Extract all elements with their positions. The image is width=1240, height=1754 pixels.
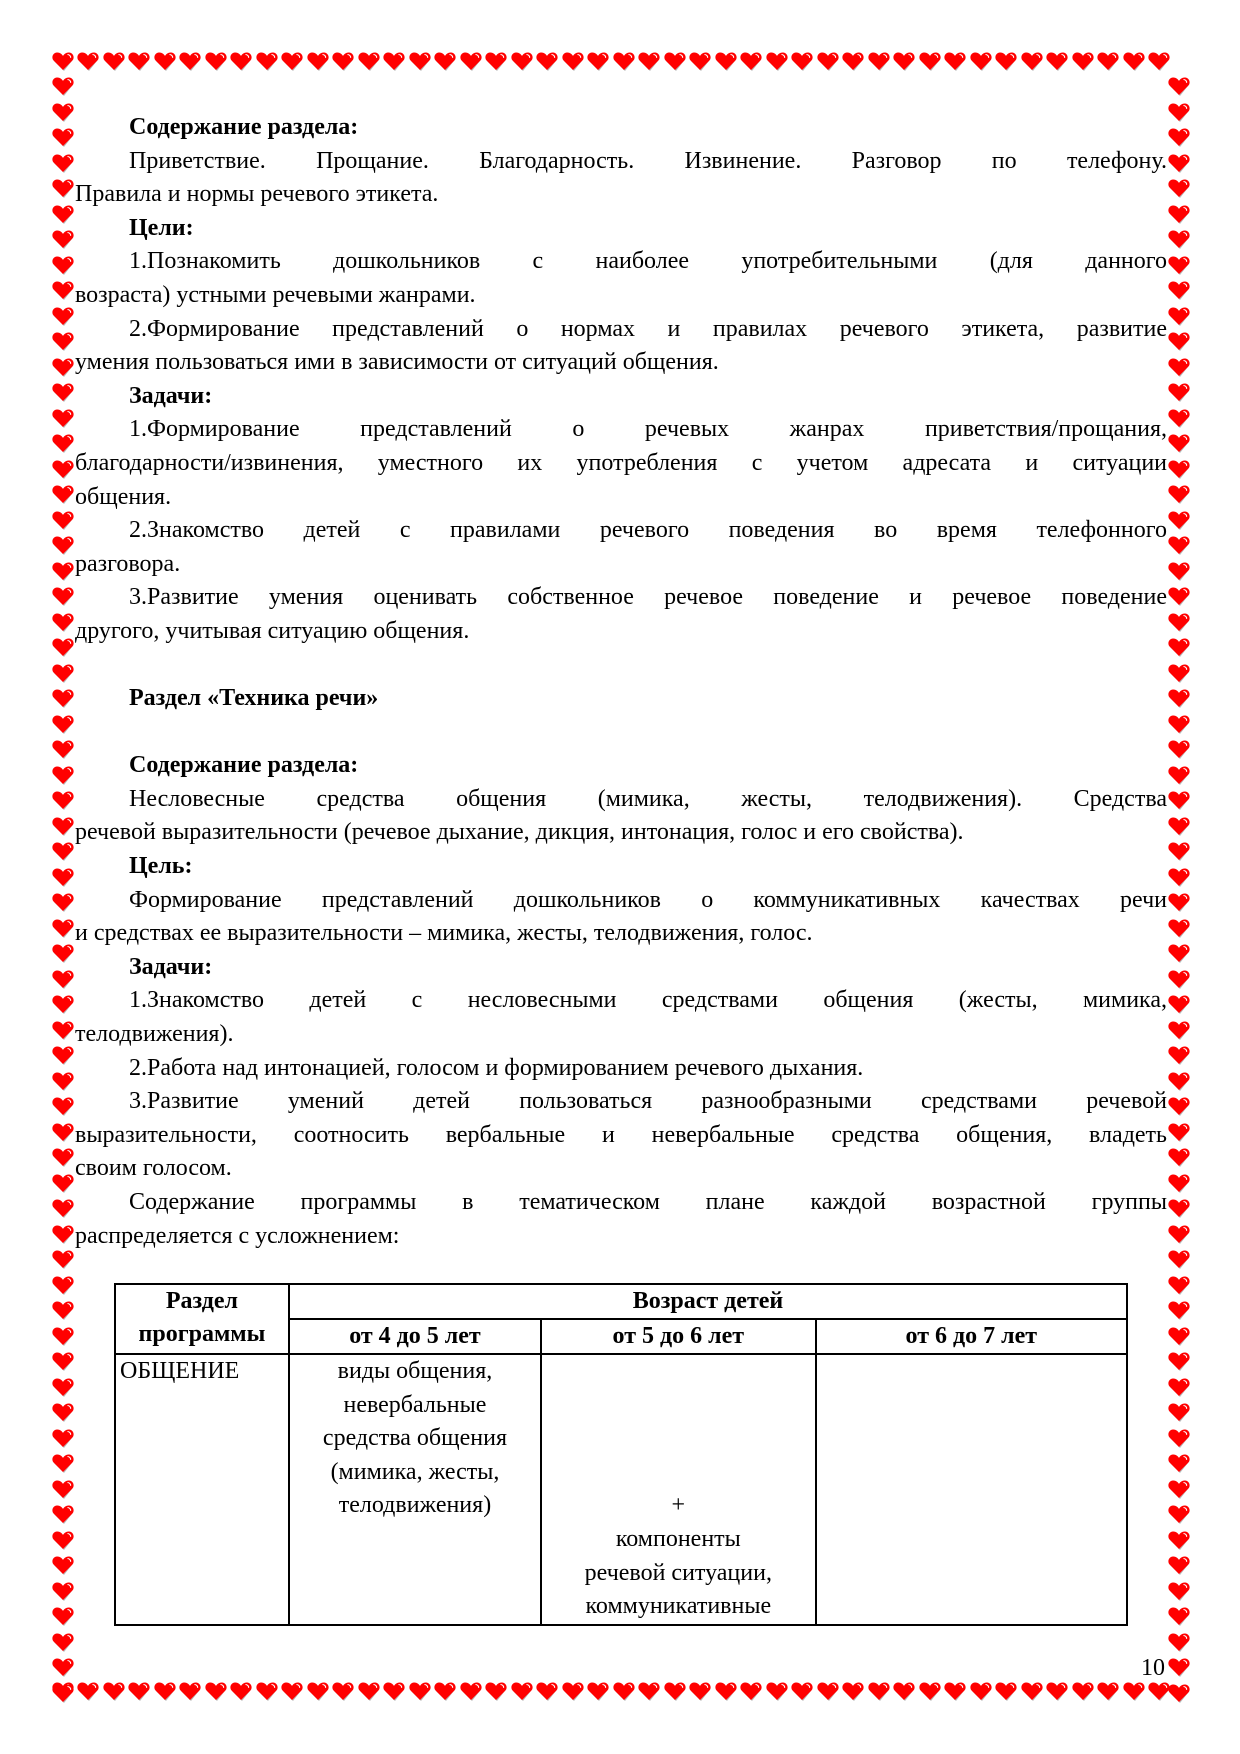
heart-icon xyxy=(1166,432,1192,458)
task-item: 2.Работа над интонацией, голосом и формированием речевого дыхания. xyxy=(129,1054,864,1081)
tasks-heading: Задачи: xyxy=(129,382,213,409)
heart-icon xyxy=(50,1248,76,1274)
heart-icon xyxy=(1166,993,1192,1019)
heart-icon xyxy=(254,49,280,75)
heart-icon xyxy=(50,1018,76,1044)
heart-icon xyxy=(50,75,76,101)
heart-icon xyxy=(50,1044,76,1070)
heart-icon xyxy=(1166,279,1192,305)
heart-icon xyxy=(50,1222,76,1248)
heart-icon xyxy=(50,814,76,840)
heart-icon xyxy=(764,49,790,75)
paragraph-line: Несловесные средства общения (мимика, жесты, телодвижения). Средства xyxy=(129,785,1167,812)
heart-icon xyxy=(917,49,943,75)
heart-icon xyxy=(280,1679,306,1705)
header-age-4-5: от 4 до 5 лет xyxy=(289,1319,541,1354)
heart-icon xyxy=(1166,687,1192,713)
heart-icon xyxy=(50,381,76,407)
heart-icon xyxy=(50,202,76,228)
heart-icon xyxy=(611,49,637,75)
heart-icon xyxy=(994,49,1020,75)
heart-icon xyxy=(1166,1426,1192,1452)
goal-item: 2.Формирование представлений о нормах и правилах речевого этикета, развитие xyxy=(129,315,1167,342)
section-content-heading: Содержание раздела: xyxy=(129,114,359,140)
page-body xyxy=(75,111,1167,1253)
heart-icon xyxy=(509,49,535,75)
heart-icon xyxy=(968,1679,994,1705)
heart-icon xyxy=(1166,534,1192,560)
heart-icon xyxy=(203,49,229,75)
cell-line xyxy=(546,1456,811,1490)
section-content-heading: Содержание раздела: xyxy=(129,752,359,779)
task-item-cont: разговора. xyxy=(75,550,181,577)
heart-icon xyxy=(866,1679,892,1705)
paragraph-line: Приветствие. Прощание. Благодарность. Извинение. Разговор по телефону. xyxy=(129,147,1167,174)
heart-icon xyxy=(1070,1679,1096,1705)
heart-icon xyxy=(1166,1401,1192,1427)
heart-icon xyxy=(50,1299,76,1325)
heart-icon xyxy=(50,432,76,458)
heart-icon xyxy=(356,1679,382,1705)
heart-icon xyxy=(764,1679,790,1705)
heart-icon xyxy=(152,49,178,75)
heart-icon xyxy=(1166,406,1192,432)
heart-icon xyxy=(1166,1554,1192,1580)
heart-icon xyxy=(1166,457,1192,483)
cell-line: + xyxy=(671,1492,686,1519)
cell-section: ОБЩЕНИЕ xyxy=(115,1354,289,1625)
heart-icon xyxy=(50,891,76,917)
heart-icon xyxy=(1166,151,1192,177)
goal-item: 1.Познакомить дошкольников с наиболее употребительными (для данного xyxy=(129,248,1167,275)
heart-icon xyxy=(50,508,76,534)
heart-icon xyxy=(127,1679,153,1705)
heart-icon xyxy=(815,49,841,75)
heart-icon xyxy=(637,49,663,75)
heart-icon xyxy=(50,1656,76,1682)
cell-line xyxy=(546,1389,811,1423)
heart-icon xyxy=(1166,1299,1192,1325)
heart-border-left xyxy=(50,75,76,1707)
heart-icon xyxy=(50,865,76,891)
heart-icon xyxy=(662,1679,688,1705)
heart-icon xyxy=(1045,49,1071,75)
heart-icon xyxy=(1166,1197,1192,1223)
heart-icon xyxy=(50,661,76,687)
heart-icon xyxy=(50,1324,76,1350)
heart-icon xyxy=(866,49,892,75)
heart-icon xyxy=(535,49,561,75)
heart-icon xyxy=(1096,49,1122,75)
heart-icon xyxy=(943,1679,969,1705)
heart-icon xyxy=(1166,967,1192,993)
heart-icon xyxy=(1166,1095,1192,1121)
heart-icon xyxy=(1166,1120,1192,1146)
heart-icon xyxy=(280,49,306,75)
section-title: Раздел «Техника речи» xyxy=(129,685,379,712)
heart-icon xyxy=(713,1679,739,1705)
heart-icon xyxy=(1166,712,1192,738)
heart-icon xyxy=(1166,1171,1192,1197)
header-age-6-7: от 6 до 7 лет xyxy=(816,1319,1127,1354)
heart-icon xyxy=(50,1350,76,1376)
heart-icon xyxy=(1166,1324,1192,1350)
heart-icon xyxy=(1166,1248,1192,1274)
heart-icon xyxy=(611,1679,637,1705)
heart-icon xyxy=(1166,304,1192,330)
heart-icon xyxy=(1019,49,1045,75)
heart-icon xyxy=(433,49,459,75)
spacer xyxy=(75,649,1167,683)
heart-icon xyxy=(560,49,586,75)
heart-icon xyxy=(50,49,76,75)
heart-icon xyxy=(1166,891,1192,917)
heart-icon xyxy=(1166,610,1192,636)
heart-icon xyxy=(509,1679,535,1705)
heart-icon xyxy=(586,1679,612,1705)
heart-icon xyxy=(790,49,816,75)
heart-icon xyxy=(50,457,76,483)
heart-icon xyxy=(50,1681,76,1707)
heart-icon xyxy=(433,1679,459,1705)
heart-icon xyxy=(50,559,76,585)
paragraph-line: Правила и нормы речевого этикета. xyxy=(75,181,439,208)
heart-icon xyxy=(50,610,76,636)
heart-icon xyxy=(1019,1679,1045,1705)
heart-icon xyxy=(917,1679,943,1705)
task-item: 2.Знакомство детей с правилами речевого поведения во время телефонного xyxy=(129,517,1167,544)
task-item: 3.Развитие умений детей пользоваться разнообразными средствами речевой xyxy=(129,1088,1167,1115)
heart-icon xyxy=(1166,100,1192,126)
heart-icon xyxy=(382,1679,408,1705)
heart-icon xyxy=(50,916,76,942)
heart-icon xyxy=(1166,840,1192,866)
heart-icon xyxy=(50,763,76,789)
heart-icon xyxy=(50,1452,76,1478)
heart-icon xyxy=(458,49,484,75)
heart-icon xyxy=(76,1679,102,1705)
heart-icon xyxy=(1166,483,1192,509)
heart-icon xyxy=(50,177,76,203)
heart-icon xyxy=(50,279,76,305)
heart-icon xyxy=(50,100,76,126)
heart-icon xyxy=(1070,49,1096,75)
heart-icon xyxy=(841,1679,867,1705)
heart-icon xyxy=(1166,1579,1192,1605)
heart-icon xyxy=(50,534,76,560)
cell-line: речевой ситуации, xyxy=(584,1559,772,1586)
heart-icon xyxy=(229,1679,255,1705)
page-number: 10 xyxy=(1141,1655,1165,1681)
heart-icon xyxy=(1166,1452,1192,1478)
heart-icon xyxy=(152,1679,178,1705)
heart-icon xyxy=(1166,1605,1192,1631)
task-item: 1.Знакомство детей с несловесными средствами общения (жесты, мимика, xyxy=(129,987,1167,1014)
cell-age-4-5 xyxy=(289,1354,541,1625)
heart-icon xyxy=(1166,381,1192,407)
heart-border-top xyxy=(50,49,1172,75)
heart-icon xyxy=(76,49,102,75)
heart-icon xyxy=(1166,1350,1192,1376)
heart-icon xyxy=(790,1679,816,1705)
heart-icon xyxy=(1166,942,1192,968)
paragraph-line: речевой выразительности (речевое дыхание, дикция, интонация, голос и его свойства). xyxy=(75,819,964,846)
paragraph-line: и средствах ее выразительности – мимика, жесты, телодвижения, голос. xyxy=(75,920,813,947)
heart-icon xyxy=(1166,355,1192,381)
heart-icon xyxy=(356,49,382,75)
task-item-cont: другого, учитывая ситуацию общения. xyxy=(75,617,470,644)
cell-line: средства общения xyxy=(322,1425,507,1452)
heart-icon xyxy=(943,49,969,75)
heart-icon xyxy=(815,1679,841,1705)
heart-icon xyxy=(892,49,918,75)
heart-icon xyxy=(50,1069,76,1095)
heart-icon xyxy=(50,253,76,279)
heart-icon xyxy=(1166,1273,1192,1299)
goal-heading: Цель: xyxy=(129,853,193,880)
heart-icon xyxy=(1166,1630,1192,1656)
header-section xyxy=(115,1284,289,1354)
table-row xyxy=(115,1354,1127,1625)
heart-icon xyxy=(305,1679,331,1705)
heart-icon xyxy=(1147,49,1173,75)
heart-icon xyxy=(50,1579,76,1605)
task-item: 3.Развитие умения оценивать собственное речевое поведение и речевое поведение xyxy=(129,584,1167,611)
task-item-cont: общения. xyxy=(75,483,172,510)
task-item-cont: телодвижения). xyxy=(75,1021,234,1048)
heart-icon xyxy=(1166,865,1192,891)
thematic-plan-table xyxy=(114,1283,1128,1626)
cell-age-6-7 xyxy=(816,1354,1127,1625)
heart-icon xyxy=(50,942,76,968)
goals-heading: Цели: xyxy=(129,214,194,241)
heart-icon xyxy=(50,585,76,611)
heart-icon xyxy=(1166,1222,1192,1248)
heart-icon xyxy=(1166,228,1192,254)
heart-icon xyxy=(50,967,76,993)
heart-icon xyxy=(50,1171,76,1197)
goal-item-cont: возраста) устными речевыми жанрами. xyxy=(75,281,476,308)
cell-line: виды общения, xyxy=(337,1358,493,1384)
task-item-cont: благодарности/извинения, уместного их употребления с учетом адресата и ситуации xyxy=(75,449,1167,476)
heart-icon xyxy=(739,49,765,75)
heart-border-bottom xyxy=(50,1679,1172,1705)
cell-age-5-6 xyxy=(541,1354,816,1625)
heart-icon xyxy=(50,330,76,356)
heart-icon xyxy=(407,1679,433,1705)
heart-icon xyxy=(1166,1146,1192,1172)
heart-icon xyxy=(1096,1679,1122,1705)
paragraph-line: распределяется с усложнением: xyxy=(75,1222,400,1249)
heart-icon xyxy=(50,1630,76,1656)
heart-icon xyxy=(1166,1503,1192,1529)
heart-icon xyxy=(968,49,994,75)
heart-icon xyxy=(50,1605,76,1631)
heart-icon xyxy=(50,1401,76,1427)
heart-icon xyxy=(458,1679,484,1705)
heart-icon xyxy=(1166,202,1192,228)
heart-icon xyxy=(50,151,76,177)
cell-line: телодвижения) xyxy=(338,1492,492,1519)
heart-icon xyxy=(662,49,688,75)
heart-icon xyxy=(50,840,76,866)
heart-icon xyxy=(254,1679,280,1705)
heart-icon xyxy=(203,1679,229,1705)
header-age-5-6: от 5 до 6 лет xyxy=(541,1319,816,1354)
heart-icon xyxy=(484,1679,510,1705)
cell-line: (мимика, жесты, xyxy=(330,1458,500,1485)
heart-icon xyxy=(50,1375,76,1401)
heart-icon xyxy=(50,1120,76,1146)
paragraph-line: Содержание программы в тематическом плане каждой возрастной группы xyxy=(129,1189,1167,1215)
heart-icon xyxy=(50,1273,76,1299)
heart-icon xyxy=(1166,763,1192,789)
heart-icon xyxy=(586,49,612,75)
heart-icon xyxy=(50,789,76,815)
heart-icon xyxy=(50,738,76,764)
heart-icon xyxy=(1166,1375,1192,1401)
heart-icon xyxy=(50,712,76,738)
heart-icon xyxy=(688,1679,714,1705)
heart-icon xyxy=(50,1095,76,1121)
paragraph-line: Формирование представлений дошкольников о коммуникативных качествах речи xyxy=(129,886,1167,913)
heart-icon xyxy=(1166,330,1192,356)
heart-icon xyxy=(50,687,76,713)
heart-icon xyxy=(841,49,867,75)
heart-icon xyxy=(50,636,76,662)
heart-icon xyxy=(1166,126,1192,152)
heart-icon xyxy=(1166,814,1192,840)
heart-icon xyxy=(892,1679,918,1705)
heart-icon xyxy=(739,1679,765,1705)
header-section-line: программы xyxy=(138,1321,266,1347)
heart-icon xyxy=(1166,253,1192,279)
heart-icon xyxy=(331,1679,357,1705)
heart-icon xyxy=(1166,75,1192,101)
heart-icon xyxy=(1121,1679,1147,1705)
cell-line: коммуникативные xyxy=(585,1593,772,1620)
cell-line: компоненты xyxy=(615,1525,741,1552)
heart-icon xyxy=(637,1679,663,1705)
heart-icon xyxy=(50,126,76,152)
heart-icon xyxy=(229,49,255,75)
heart-icon xyxy=(1121,49,1147,75)
heart-icon xyxy=(50,1197,76,1223)
heart-icon xyxy=(50,228,76,254)
heart-icon xyxy=(1166,738,1192,764)
heart-border-right xyxy=(1166,75,1192,1707)
heart-icon xyxy=(1166,1656,1192,1682)
heart-icon xyxy=(994,1679,1020,1705)
spacer xyxy=(75,716,1167,750)
table-header-row xyxy=(115,1284,1127,1319)
heart-icon xyxy=(713,49,739,75)
cell-line: невербальные xyxy=(343,1391,487,1418)
cell-line xyxy=(546,1422,811,1456)
heart-icon xyxy=(305,49,331,75)
heart-icon xyxy=(1045,1679,1071,1705)
heart-icon xyxy=(1166,1681,1192,1707)
heart-icon xyxy=(50,1426,76,1452)
heart-icon xyxy=(50,1528,76,1554)
heart-icon xyxy=(50,406,76,432)
heart-icon xyxy=(1166,508,1192,534)
task-item-cont: своим голосом. xyxy=(75,1155,232,1182)
heart-icon xyxy=(1166,1018,1192,1044)
heart-icon xyxy=(382,49,408,75)
heart-icon xyxy=(1166,1477,1192,1503)
task-item-cont: выразительности, соотносить вербальные и невербальные средства общения, владеть xyxy=(75,1121,1167,1148)
heart-icon xyxy=(1166,1528,1192,1554)
heart-icon xyxy=(331,49,357,75)
heart-icon xyxy=(1166,559,1192,585)
heart-icon xyxy=(178,1679,204,1705)
heart-icon xyxy=(50,1503,76,1529)
header-section-line: Раздел xyxy=(165,1288,239,1314)
heart-icon xyxy=(127,49,153,75)
heart-icon xyxy=(1166,1044,1192,1070)
cell-line xyxy=(546,1355,811,1389)
heart-icon xyxy=(50,483,76,509)
heart-icon xyxy=(1166,636,1192,662)
task-item: 1.Формирование представлений о речевых жанрах приветствия/прощания, xyxy=(129,416,1167,443)
heart-icon xyxy=(50,1477,76,1503)
heart-icon xyxy=(50,355,76,381)
heart-icon xyxy=(50,304,76,330)
heart-icon xyxy=(1166,585,1192,611)
heart-icon xyxy=(101,1679,127,1705)
heart-icon xyxy=(535,1679,561,1705)
heart-icon xyxy=(1166,1069,1192,1095)
heart-icon xyxy=(1166,916,1192,942)
heart-icon xyxy=(484,49,510,75)
heart-icon xyxy=(407,49,433,75)
heart-icon xyxy=(50,993,76,1019)
heart-icon xyxy=(101,49,127,75)
tasks-heading: Задачи: xyxy=(129,953,213,980)
goal-item-cont: умения пользоваться ими в зависимости от ситуаций общения. xyxy=(75,349,719,376)
heart-icon xyxy=(50,1146,76,1172)
heart-icon xyxy=(1166,177,1192,203)
heart-icon xyxy=(178,49,204,75)
heart-icon xyxy=(1166,661,1192,687)
header-age: Возраст детей xyxy=(289,1284,1127,1319)
heart-icon xyxy=(688,49,714,75)
heart-icon xyxy=(560,1679,586,1705)
heart-icon xyxy=(50,1554,76,1580)
heart-icon xyxy=(1166,789,1192,815)
